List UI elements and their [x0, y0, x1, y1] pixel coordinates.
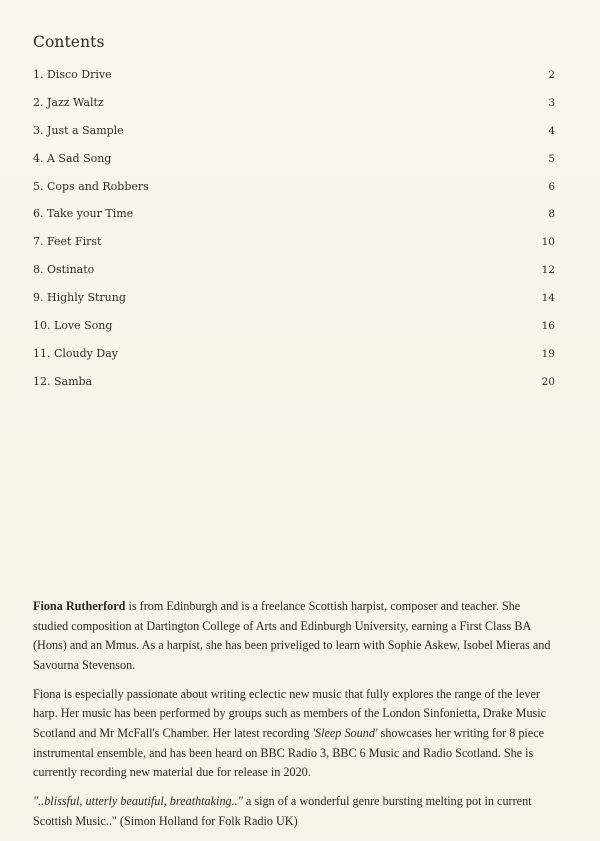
toc-entry: [33, 261, 555, 289]
toc-entry: [33, 66, 555, 94]
bio-intro-text: is from Edinburgh and is a freelance Scottish harpist, composer and teacher. She studied composition at Dartington College of Arts and Edinburgh University, earning a First Class BA (Hons) and an Mmus. As a harpist, she has been priveliged to learn with Sophie Askew, Isobel Mieras and Savourna Stevenson.: [33, 599, 551, 672]
toc-entry: [33, 233, 555, 261]
bio-work-text-after: showcases her writing for 8 piece instrumental ensemble, and has been heard on BBC Radio 3, BBC 6 Music and Radio Scotland. She is currently recording new material due for release in 2020.: [33, 726, 545, 780]
toc-entry-title: 4. A Sad Song: [33, 151, 112, 165]
toc-entry: [33, 178, 555, 206]
toc-entry-title: 12. Samba: [33, 374, 93, 388]
contents-heading: Contents: [33, 33, 105, 51]
toc-entry-title: 1. Disco Drive: [33, 68, 112, 81]
toc-entry-page: 20: [541, 375, 555, 388]
bio-paragraph-intro: [33, 597, 555, 675]
toc-entry-page: 6: [548, 180, 555, 193]
bio-paragraph-work: [33, 685, 555, 783]
toc-entry-page: 10: [541, 236, 555, 249]
toc-entry-title: 11. Cloudy Day: [33, 346, 118, 360]
toc-entry: [33, 345, 555, 373]
toc-entry-title: 5. Cops and Robbers: [33, 179, 149, 193]
recording-title: 'Sleep Sound': [312, 726, 378, 741]
table-of-contents: [33, 66, 555, 401]
toc-entry-title: 3. Just a Sample: [33, 123, 124, 137]
toc-entry: [33, 150, 555, 178]
toc-entry-title: 9. Highly Strung: [33, 291, 126, 305]
toc-entry: [33, 205, 555, 233]
bio-work-text-before: Fiona is especially passionate about writing eclectic new music that fully explores the range of the lever harp. Her music has been performed by groups such as members of the London Sinfonietta, Drake Music Scotland and Mr McFall's Chamber. Her latest recording: [33, 686, 547, 741]
toc-entry: [33, 94, 555, 122]
toc-entry-page: 5: [548, 152, 555, 165]
toc-entry-page: 14: [541, 292, 555, 305]
toc-entry-title: 7. Feet First: [33, 235, 102, 249]
toc-entry: [33, 122, 555, 150]
toc-entry-page: 4: [548, 124, 555, 137]
toc-entry-page: 8: [548, 208, 555, 221]
toc-entry: [33, 373, 555, 401]
toc-entry-page: 19: [541, 347, 555, 360]
toc-entry-page: 12: [541, 264, 555, 277]
toc-entry-title: 6. Take your Time: [33, 207, 134, 221]
toc-entry-page: 2: [548, 69, 555, 81]
toc-entry-title: 2. Jazz Waltz: [33, 95, 104, 109]
composer-biography: [33, 597, 555, 841]
toc-entry: [33, 289, 555, 317]
toc-entry-page: 16: [541, 320, 555, 333]
toc-entry: [33, 317, 555, 345]
composer-name: Fiona Rutherford: [33, 599, 126, 613]
toc-entry-title: 10. Love Song: [33, 319, 113, 333]
bio-paragraph-review: [33, 792, 555, 831]
review-text: a sign of a wonderful genre bursting melting pot in current Scottish Music.." (Simon Holland for Folk Radio UK): [33, 794, 532, 828]
toc-entry-title: 8. Ostinato: [33, 263, 95, 277]
review-quote: "..blissful, utterly beautiful, breathtaking..": [33, 794, 243, 809]
toc-entry-page: 3: [548, 96, 555, 109]
